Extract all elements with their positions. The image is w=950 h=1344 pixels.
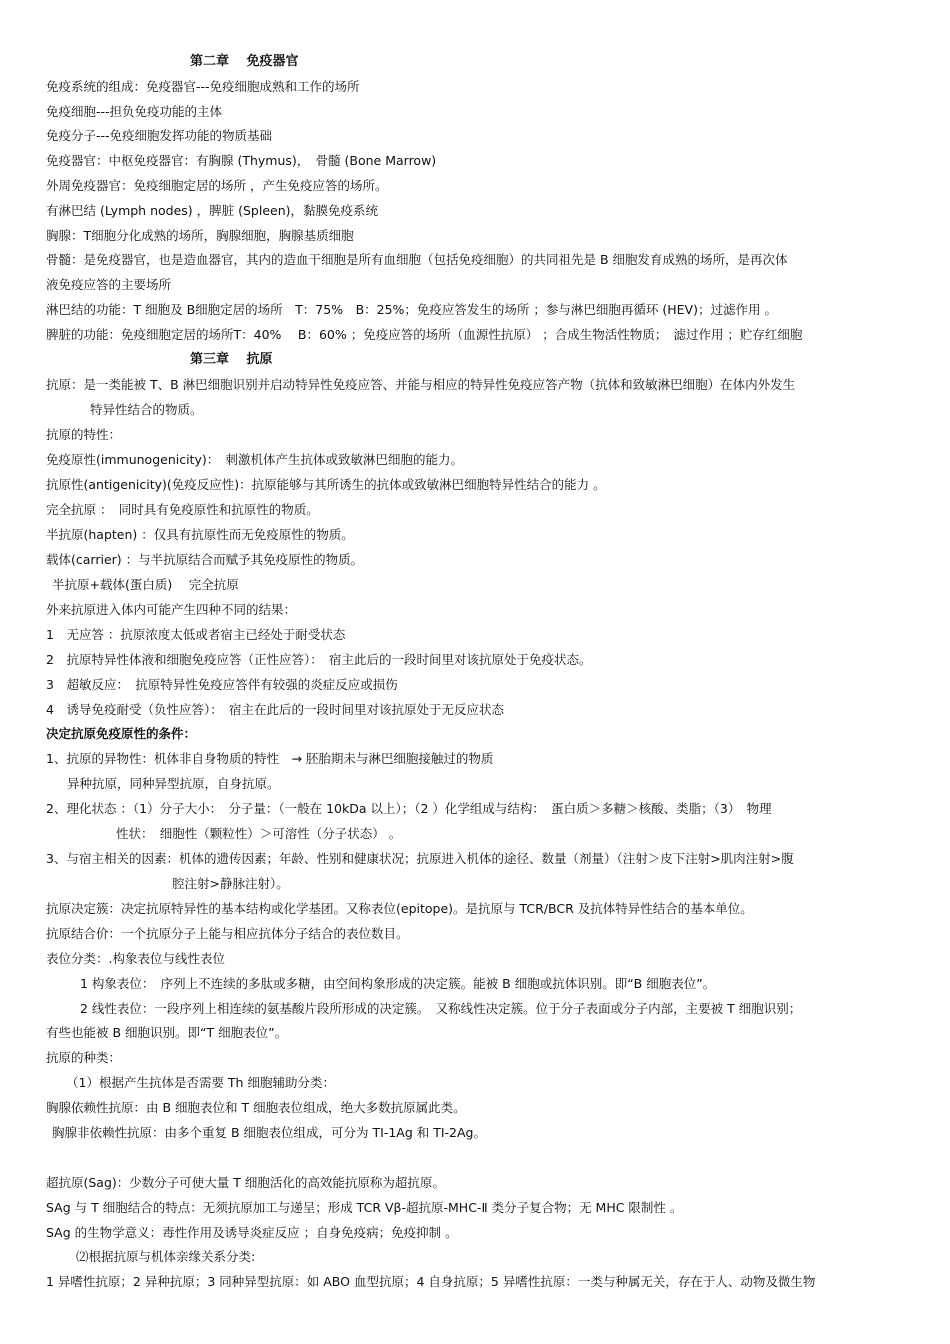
text-line: 外周免疫器官：免疫细胞定居的场所 ，产生免疫应答的场所。 [46,178,388,193]
text-line: 3、与宿主相关的因素：机体的遗传因素；年龄、性别和健康状况；抗原进入机体的途径、数量（剂量）（注射＞皮下注射>肌肉注射>腹 [46,851,794,866]
text-line: （1）根据产生抗体是否需要 Th 细胞辅助分类： [66,1075,335,1090]
text-line: 1 无应答 ：抗原浓度太低或者宿主已经处于耐受状态 [46,627,346,642]
text-line: 1、抗原的异物性：机体非自身物质的特性 → 胚胎期未与淋巴细胞接触过的物质 [46,751,494,766]
text-line: 半抗原+载体(蛋白质) 完全抗原 [52,577,239,592]
text-line: 表位分类：.构象表位与线性表位 [46,951,225,966]
text-line: 1 异嗜性抗原；2 异种抗原；3 同种异型抗原：如 ABO 血型抗原；4 自身抗原；5 异嗜性抗原：一类与种属无关，存在于人、动物及微生物 [46,1274,816,1289]
text-line: 免疫器官：中枢免疫器官：有胸腺 (Thymus)， 骨髓 (Bone Marrow) [46,153,437,168]
text-line: 胸腺非依赖性抗原：由多个重复 B 细胞表位组成，可分为 TI-1Ag 和 TI-2Ag。 [52,1125,486,1140]
text-line: 超抗原(Sag)：少数分子可使大量 T 细胞活化的高效能抗原称为超抗原。 [46,1175,445,1190]
text-line: 2 抗原特异性体液和细胞免疫应答（正性应答）： 宿主此后的一段时间里对该抗原处于免疫状态。 [46,652,592,667]
text-line: 抗原的特性： [46,427,122,442]
text-line: 腔注射>静脉注射）。 [172,876,289,891]
text-line: 异种抗原，同种异型抗原，自身抗原。 [67,776,280,791]
text-line: 特异性结合的物质。 [90,402,203,417]
text-line: SAg 的生物学意义：毒性作用及诱导炎症反应 ；自身免疫病；免疫抑制 。 [46,1225,458,1240]
text-line: 2 线性表位：一段序列上相连续的氨基酸片段所形成的决定簇。 又称线性决定簇。位于分子表面或分子内部，主要被 T 细胞识别； [80,1001,802,1016]
text-line: 载体(carrier) ：与半抗原结合而赋予其免疫原性的物质。 [46,552,364,567]
text-line: 性状： 细胞性（颗粒性）＞可溶性（分子状态） 。 [116,826,402,841]
text-line: 3 超敏反应： 抗原特异性免疫应答伴有较强的炎症反应或损伤 [46,677,398,692]
text-line: 4 诱导免疫耐受（负性应答）： 宿主在此后的一段时间里对该抗原处于无反应状态 [46,702,504,717]
text-line: 抗原性(antigenicity)(免疫反应性)：抗原能够与其所诱生的抗体或致敏淋巴细胞特异性结合的能力 。 [46,477,606,492]
text-line: 2、理化状态 ：（1）分子大小： 分子量：（一般在 10kDa 以上）；（2 ）化学组成与结构： 蛋白质＞多糖＞核酸、类脂；（3） 物理 [46,801,772,816]
text-line: 免疫分子---免疫细胞发挥功能的物质基础 [46,128,273,143]
text-line: 抗原的种类： [46,1050,122,1065]
text-line: 半抗原(hapten) ：仅具有抗原性而无免疫原性的物质。 [46,527,354,542]
text-line: 抗原结合价：一个抗原分子上能与相应抗体分子结合的表位数目。 [46,926,409,941]
text-line: 骨髓：是免疫器官，也是造血器官，其内的造血干细胞是所有血细胞（包括免疫细胞）的共同祖先是 B 细胞发育成熟的场所，是再次体 [46,252,788,267]
chapter-3-heading: 第三章 抗原 [190,352,273,367]
text-line: 胸腺依赖性抗原：由 B 细胞表位和 T 细胞表位组成，绝大多数抗原属此类。 [46,1100,466,1115]
text-line: SAg 与 T 细胞结合的特点：无须抗原加工与递呈；形成 TCR Vβ-超抗原-MHC-Ⅱ 类分子复合物；无 MHC 限制性 。 [46,1200,683,1215]
section-heading: 决定抗原免疫原性的条件： [46,726,197,741]
text-line: 免疫系统的组成：免疫器官---免疫细胞成熟和工作的场所 [46,79,360,94]
text-line: 免疫原性(immunogenicity)： 刺激机体产生抗体或致敏淋巴细胞的能力。 [46,452,463,467]
text-line: 完全抗原 ： 同时具有免疫原性和抗原性的物质。 [46,502,319,517]
text-line: 外来抗原进入体内可能产生四种不同的结果： [46,602,297,617]
text-line: ⑵根据抗原与机体亲缘关系分类: [76,1249,256,1264]
text-line: 1 构象表位： 序列上不连续的多肽或多糖，由空间构象形成的决定簇。能被 B 细胞或抗体识别。即“B 细胞表位”。 [80,976,716,991]
text-line: 液免疫应答的主要场所 [46,277,172,292]
text-line: 脾脏的功能：免疫细胞定居的场所T：40% B：60% ；免疫应答的场所（血源性抗原） ；合成生物活性物质； 滤过作用 ；贮存红细胞 [46,327,803,342]
text-line: 有淋巴结 (Lymph nodes) ，脾脏 (Spleen)，黏膜免疫系统 [46,203,379,218]
text-line: 抗原：是一类能被 T、B 淋巴细胞识别并启动特异性免疫应答、并能与相应的特异性免疫应答产物（抗体和致敏淋巴细胞）在体内外发生 [46,377,796,392]
text-line: 淋巴结的功能：T 细胞及 B细胞定居的场所 T：75% B：25%；免疫应答发生的场所 ；参与淋巴细胞再循环 (HEV)；过滤作用 。 [46,302,777,317]
text-line: 抗原决定簇：决定抗原特异性的基本结构或化学基团。又称表位(epitope)。是抗原与 TCR/BCR 及抗体特异性结合的基本单位。 [46,901,753,916]
text-line: 免疫细胞---担负免疫功能的主体 [46,104,223,119]
text-line: 有些也能被 B 细胞识别。即“T 细胞表位”。 [46,1025,288,1040]
text-line: 胸腺：T细胞分化成熟的场所，胸腺细胞，胸腺基质细胞 [46,228,354,243]
chapter-2-heading: 第二章 免疫器官 [190,54,299,69]
